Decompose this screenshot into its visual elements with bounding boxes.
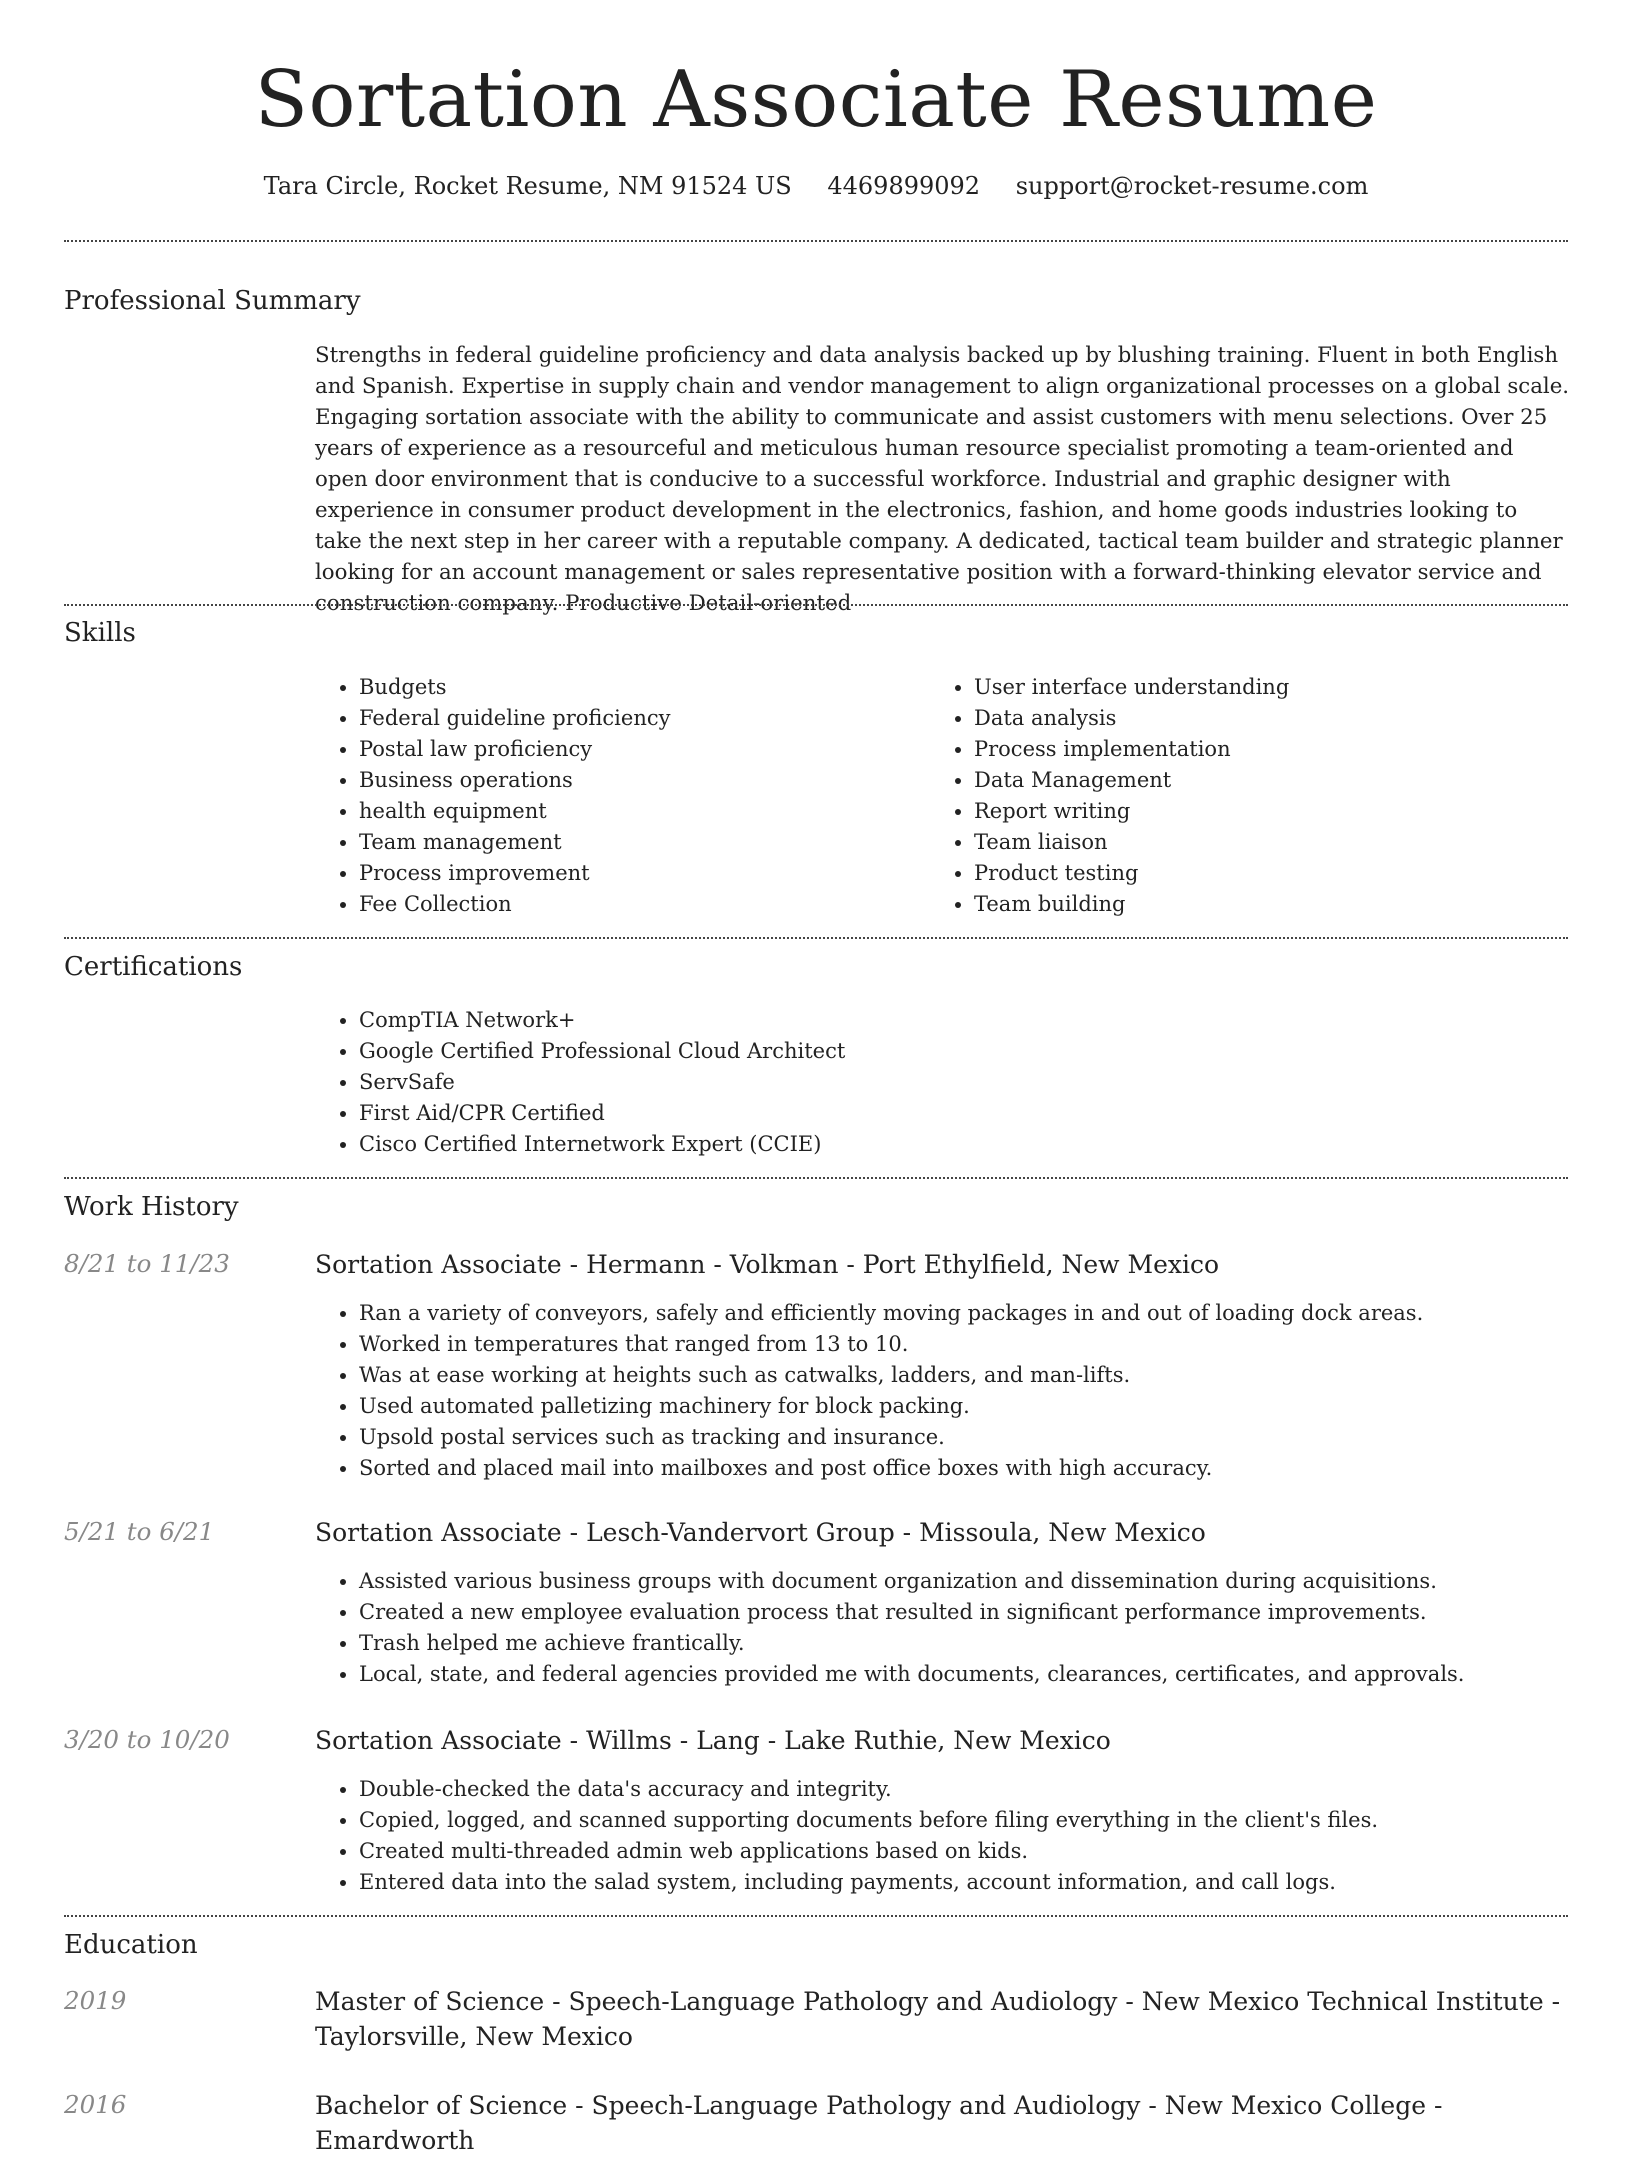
education-year: 2016 (64, 2090, 127, 2119)
job-bullets (315, 1566, 1614, 1690)
skill-item: • User interface understanding (974, 672, 1574, 703)
skill-item: • Process implementation (974, 734, 1574, 765)
job-title: Sortation Associate - Willms - Lang - Lake Ruthie, New Mexico (315, 1726, 1111, 1755)
skill-item: • Team building (974, 889, 1574, 920)
skill-item: • Report writing (974, 796, 1574, 827)
job-bullet: • Local, state, and federal agencies provided me with documents, clearances, certificates, and approvals. (359, 1659, 1614, 1690)
divider (64, 937, 1568, 939)
job-bullet: • Ran a variety of conveyors, safely and efficiently moving packages in and out of loading dock areas. (359, 1298, 1614, 1329)
job-bullet: • Entered data into the salad system, including payments, account information, and call logs. (359, 1867, 1614, 1898)
education-degree (315, 1984, 1570, 2054)
job-dates: 8/21 to 11/23 (64, 1249, 230, 1278)
job-bullet: • Created multi-threaded admin web applications based on kids. (359, 1836, 1614, 1867)
skills-list-right (930, 672, 1574, 920)
job-bullet: • Copied, logged, and scanned supporting documents before filing everything in the client's files. (359, 1805, 1614, 1836)
contact-email: support@rocket-resume.com (1015, 172, 1369, 200)
skill-item: • Team management (359, 827, 919, 858)
job-bullet: • Worked in temperatures that ranged from 13 to 10. (359, 1329, 1614, 1360)
skill-item: • Process improvement (359, 858, 919, 889)
divider (64, 1177, 1568, 1179)
skill-item: • Product testing (974, 858, 1574, 889)
skills-list-left (315, 672, 919, 920)
job-bullet: • Was at ease working at heights such as catwalks, ladders, and man-lifts. (359, 1360, 1614, 1391)
job-bullet: • Used automated palletizing machinery for block packing. (359, 1391, 1614, 1422)
certification-item: • CompTIA Network+ (359, 1005, 1559, 1036)
job-bullets (315, 1774, 1614, 1898)
contact-address: Tara Circle, Rocket Resume, NM 91524 US (263, 172, 792, 200)
summary-text: Strengths in federal guideline proficiency and data analysis backed up by blushing training. Fluent in both English and Spanish. Expertise in supply chain and vendor management to align organizational processes on a global scale. Engaging sortation associate with the ability to communicate and assist customers with menu selections. Over 25 years of experience as a resourceful and meticulous human resource specialist promoting a team-oriented and open door environment that is conducive to a successful workforce. Industrial and graphic designer with experience in consumer product development in the electronics, fashion, and home goods industries looking to take the next step in her career with a reputable company. A dedicated, tactical team builder and strategic planner looking for an account management or sales representative position with a forward-thinking elevator service and construction company. Productive Detail-oriented (315, 343, 1570, 616)
job-bullet: • Double-checked the data's accuracy and integrity. (359, 1774, 1614, 1805)
section-heading-summary: Professional Summary (64, 286, 361, 316)
job-bullet: • Upsold postal services such as tracking and insurance. (359, 1422, 1614, 1453)
contact-line (0, 170, 1632, 202)
skill-item: • Data analysis (974, 703, 1574, 734)
education-degree (315, 2088, 1570, 2158)
skill-item: • Business operations (359, 765, 919, 796)
skill-item: • Team liaison (974, 827, 1574, 858)
skill-item: • Budgets (359, 672, 919, 703)
contact-phone: 4469899092 (827, 172, 981, 200)
skill-item: • Fee Collection (359, 889, 919, 920)
skill-item: • Federal guideline proficiency (359, 703, 919, 734)
divider (64, 1915, 1568, 1917)
job-dates: 5/21 to 6/21 (64, 1517, 215, 1546)
job-bullet: • Sorted and placed mail into mailboxes and post office boxes with high accuracy. (359, 1453, 1614, 1484)
certification-item: • Google Certified Professional Cloud Architect (359, 1036, 1559, 1067)
section-heading-education: Education (64, 1930, 198, 1960)
job-title: Sortation Associate - Lesch-Vandervort Group - Missoula, New Mexico (315, 1518, 1206, 1547)
job-bullets (315, 1298, 1614, 1484)
job-dates: 3/20 to 10/20 (64, 1725, 230, 1754)
certification-item: • ServSafe (359, 1067, 1559, 1098)
education-degree-line: Master of Science - Speech-Language Pathology and Audiology - New Mexico Technical Institute - (315, 1987, 1561, 2016)
job-title: Sortation Associate - Hermann - Volkman - Port Ethylfield, New Mexico (315, 1250, 1220, 1279)
skill-item: • health equipment (359, 796, 919, 827)
section-heading-work: Work History (64, 1192, 239, 1222)
certification-item: • First Aid/CPR Certified (359, 1098, 1559, 1129)
divider (64, 604, 1568, 606)
section-heading-certifications: Certifications (64, 952, 243, 982)
section-heading-skills: Skills (64, 618, 136, 648)
divider (64, 240, 1568, 242)
certification-item: • Cisco Certified Internetwork Expert (CCIE) (359, 1129, 1559, 1160)
certifications-list (315, 1005, 1559, 1160)
job-bullet: • Assisted various business groups with document organization and dissemination during acquisitions. (359, 1566, 1614, 1597)
education-degree-line: Bachelor of Science - Speech-Language Pathology and Audiology - New Mexico College - Emardworth (315, 2091, 1443, 2155)
job-bullet: • Trash helped me achieve frantically. (359, 1628, 1614, 1659)
education-degree-line: Taylorsville, New Mexico (315, 2022, 633, 2051)
skill-item: • Postal law proficiency (359, 734, 919, 765)
skill-item: • Data Management (974, 765, 1574, 796)
page-title: Sortation Associate Resume (254, 55, 1378, 145)
education-year: 2019 (64, 1986, 127, 2015)
job-bullet: • Created a new employee evaluation process that resulted in significant performance improvements. (359, 1597, 1614, 1628)
